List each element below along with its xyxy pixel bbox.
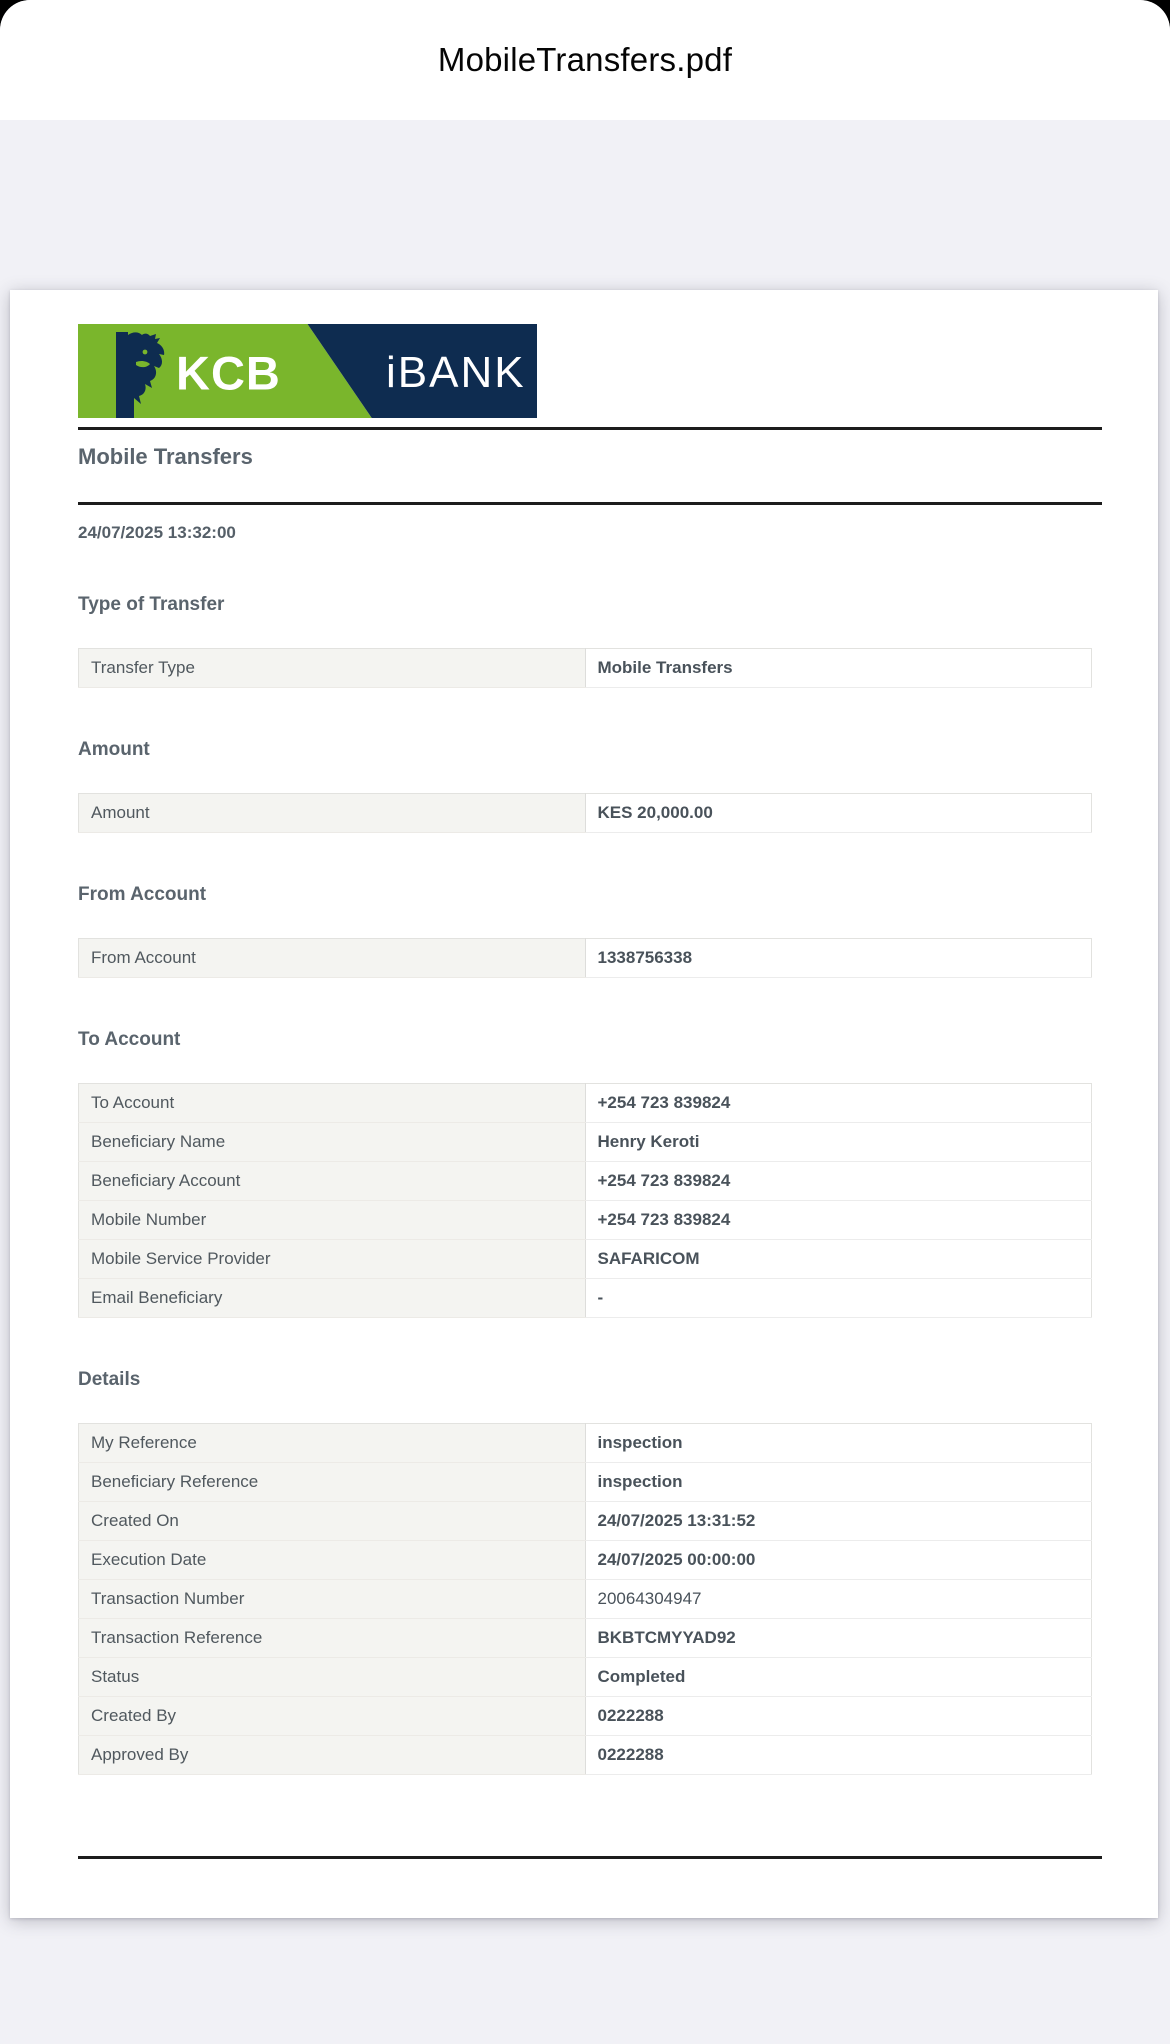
- section-heading: Type of Transfer: [78, 594, 225, 615]
- row-label: Mobile Number: [79, 1201, 586, 1240]
- row-value: Henry Keroti: [585, 1123, 1092, 1162]
- section-heading: Details: [78, 1369, 141, 1390]
- row-label: Beneficiary Name: [79, 1123, 586, 1162]
- lion-eye: [143, 350, 148, 355]
- section-heading: To Account: [78, 1029, 181, 1050]
- section-to-account: [78, 1029, 1102, 1318]
- row-label: Created On: [79, 1502, 586, 1541]
- table-row: [79, 1736, 1092, 1775]
- row-value: 0222288: [585, 1736, 1092, 1775]
- section-table: [78, 648, 1092, 688]
- table-row: [79, 1580, 1092, 1619]
- row-value: inspection: [585, 1424, 1092, 1463]
- row-label: Beneficiary Account: [79, 1162, 586, 1201]
- section-amount: [78, 739, 1102, 833]
- table-row: [79, 1424, 1092, 1463]
- row-value: +254 723 839824: [585, 1084, 1092, 1123]
- table-row: [79, 1463, 1092, 1502]
- section-table: [78, 1423, 1092, 1775]
- row-value: Mobile Transfers: [585, 649, 1092, 688]
- kcb-lion-icon: [114, 332, 174, 418]
- row-label: To Account: [79, 1084, 586, 1123]
- document-filename: MobileTransfers.pdf: [437, 41, 733, 78]
- row-value: 24/07/2025 00:00:00: [585, 1541, 1092, 1580]
- row-label: Email Beneficiary: [79, 1279, 586, 1318]
- table-row: [79, 1201, 1092, 1240]
- divider-top: [78, 427, 1102, 430]
- titlebar: [0, 0, 1170, 120]
- table-row: [79, 1084, 1092, 1123]
- row-value: Completed: [585, 1658, 1092, 1697]
- pdf-page-content: [78, 594, 1102, 1775]
- section-from-account: [78, 884, 1102, 978]
- divider-under-title: [78, 502, 1102, 505]
- divider-bottom: [78, 1856, 1102, 1859]
- row-value: 24/07/2025 13:31:52: [585, 1502, 1092, 1541]
- row-label: Status: [79, 1658, 586, 1697]
- row-value: 20064304947: [585, 1580, 1092, 1619]
- row-value: 0222288: [585, 1697, 1092, 1736]
- row-label: Beneficiary Reference: [79, 1463, 586, 1502]
- pdf-scroll-area[interactable]: [0, 120, 1170, 2044]
- row-label: From Account: [79, 939, 586, 978]
- section-table: [78, 793, 1092, 833]
- table-row: [79, 1697, 1092, 1736]
- row-label: My Reference: [79, 1424, 586, 1463]
- table-row: [79, 1279, 1092, 1318]
- row-value: KES 20,000.00: [585, 794, 1092, 833]
- table-row: [79, 1123, 1092, 1162]
- row-label: Mobile Service Provider: [79, 1240, 586, 1279]
- table-row: [79, 1162, 1092, 1201]
- section-table: [78, 938, 1092, 978]
- section-type-of-transfer: [78, 594, 1102, 688]
- kcb-ibank-logo: [78, 324, 537, 418]
- logo-ibank-text: iBANK: [386, 348, 526, 397]
- row-value: -: [585, 1279, 1092, 1318]
- table-row: [79, 649, 1092, 688]
- row-label: Approved By: [79, 1736, 586, 1775]
- table-row: [79, 1502, 1092, 1541]
- row-value: SAFARICOM: [585, 1240, 1092, 1279]
- table-row: [79, 1619, 1092, 1658]
- row-label: Transaction Number: [79, 1580, 586, 1619]
- table-row: [79, 794, 1092, 833]
- table-row: [79, 1240, 1092, 1279]
- row-value: +254 723 839824: [585, 1162, 1092, 1201]
- row-value: inspection: [585, 1463, 1092, 1502]
- section-heading: Amount: [78, 739, 150, 760]
- document-title: Mobile Transfers: [78, 444, 253, 469]
- row-label: Transfer Type: [79, 649, 586, 688]
- row-label: Execution Date: [79, 1541, 586, 1580]
- row-label: Created By: [79, 1697, 586, 1736]
- section-table: [78, 1083, 1092, 1318]
- table-row: [79, 1541, 1092, 1580]
- row-label: Amount: [79, 794, 586, 833]
- pdf-page: [10, 290, 1158, 1918]
- table-row: [79, 939, 1092, 978]
- row-value: 1338756338: [585, 939, 1092, 978]
- row-value: +254 723 839824: [585, 1201, 1092, 1240]
- logo-kcb-text: KCB: [176, 346, 281, 400]
- table-row: [79, 1658, 1092, 1697]
- section-details: [78, 1369, 1102, 1775]
- section-heading: From Account: [78, 884, 207, 905]
- row-value: BKBTCMYYAD92: [585, 1619, 1092, 1658]
- document-timestamp: 24/07/2025 13:32:00: [78, 523, 236, 542]
- row-label: Transaction Reference: [79, 1619, 586, 1658]
